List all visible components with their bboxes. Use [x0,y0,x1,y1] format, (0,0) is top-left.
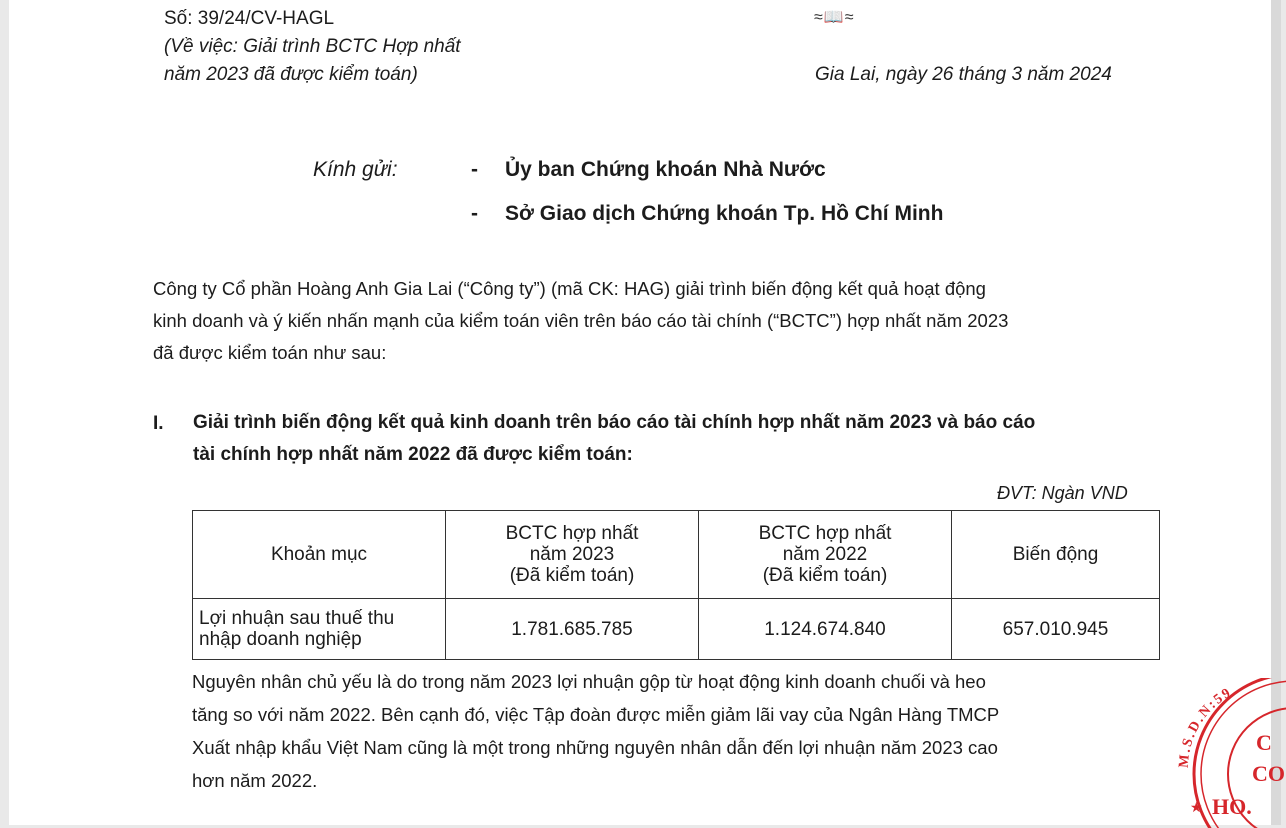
intro-line-1: Công ty Cổ phần Hoàng Anh Gia Lai (“Công ty”) (mã CK: HAG) giải trình biến động kết quả hoạt động [153,278,986,299]
explanation-line-2: tăng so với năm 2022. Bên cạnh đó, việc Tập đoàn được miễn giảm lãi vay của Ngân Hàng TMCP [192,704,1000,725]
unit-label: ĐVT: Ngàn VND [997,483,1128,503]
explanation-line-4: hơn năm 2022. [192,770,318,791]
intro-line-3: đã được kiểm toán như sau: [153,342,387,363]
recipient-1: Ủy ban Chứng khoán Nhà Nước [505,158,826,181]
row-value-2023: 1.781.685.785 [446,599,699,660]
seal-star-icon: ★ [1190,801,1203,816]
header-item: Khoản mục [193,511,446,599]
section-title-line-1: Giải trình biến động kết quả kinh doanh trên báo cáo tài chính hợp nhất năm 2023 và báo cáo [193,412,1036,433]
document-page [9,0,1271,825]
row-item-label: Lợi nhuận sau thuế thu nhập doanh nghiệp [193,599,446,660]
seal-line-2: CO [1252,761,1285,786]
table-header-row [193,511,1160,599]
subject-line-2: năm 2023 đã được kiểm toán) [164,64,418,85]
recipient-label: Kính gửi: [313,158,398,181]
company-seal [1176,678,1286,828]
seal-ring-text: M.S.D.N:59 [1176,684,1235,769]
recipient-dash-2: - [471,202,478,225]
ornament-icon: ≈📖≈ [814,9,855,26]
row-value-2022: 1.124.674.840 [699,599,952,660]
profit-table [192,510,1160,660]
recipient-2: Sở Giao dịch Chứng khoán Tp. Hồ Chí Minh [505,202,944,225]
seal-line-3: HO. [1212,794,1252,819]
doc-number: Số: 39/24/CV-HAGL [164,8,335,29]
explanation-line-1: Nguyên nhân chủ yếu là do trong năm 2023 lợi nhuận gộp từ hoạt động kinh doanh chuối và heo [192,671,986,692]
header-2022: BCTC hợp nhất năm 2022 (Đã kiểm toán) [699,511,952,599]
section-title-line-2: tài chính hợp nhất năm 2022 đã được kiểm toán: [193,444,633,465]
explanation-line-3: Xuất nhập khẩu Việt Nam cũng là một trong những nguyên nhân dẫn đến lợi nhuận năm 2023 cao [192,737,998,758]
intro-line-2: kinh doanh và ý kiến nhấn mạnh của kiểm toán viên trên báo cáo tài chính (“BCTC”) hợp nhất năm 2023 [153,310,1009,331]
top-cut-text [705,0,1005,5]
subject-line-1: (Về việc: Giải trình BCTC Hợp nhất [164,36,461,57]
header-change: Biến động [952,511,1160,599]
document-date: Gia Lai, ngày 26 tháng 3 năm 2024 [815,64,1112,85]
section-number: I. [153,413,164,434]
row-value-change: 657.010.945 [952,599,1160,660]
table-row [193,599,1160,660]
recipient-dash-1: - [471,158,478,181]
seal-line-1: C [1256,730,1272,755]
header-2023: BCTC hợp nhất năm 2023 (Đã kiểm toán) [446,511,699,599]
